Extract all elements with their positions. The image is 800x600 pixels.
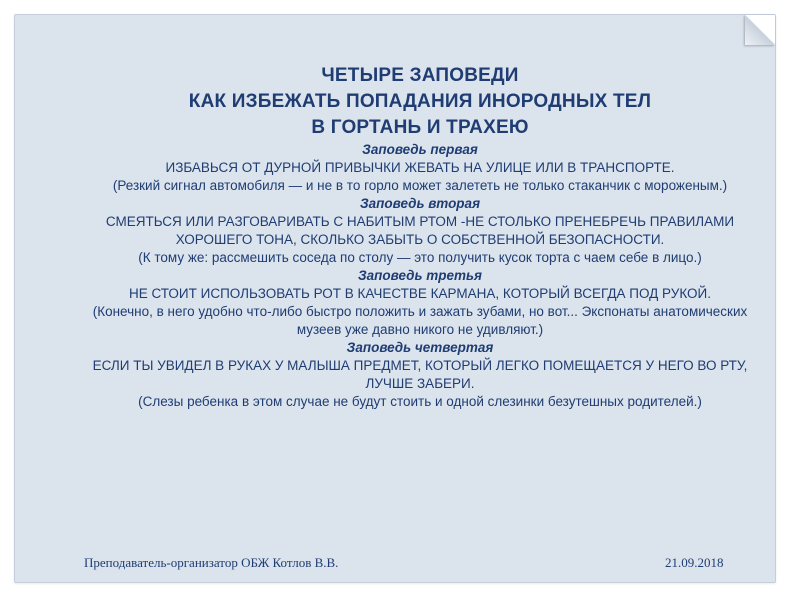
page-curl-fold — [745, 15, 775, 45]
commandment-1-note: (Резкий сигнал автомобиля — и не в то горло может залететь не только стаканчик с мороженым.) — [112, 178, 728, 193]
commandment-4-text: ЕСЛИ ТЫ УВИДЕЛ В РУКАХ У МАЛЫША ПРЕДМЕТ, КОТОРЫЙ ЛЕГКО ПОМЕЩАЕТСЯ У НЕГО ВО РТУ, ЛУЧШЕ ЗАБЕРИ. — [92, 358, 748, 391]
commandment-3-note: (Конечно, в него удобно что-либо быстро положить и зажать зубами, но вот... Экспонаты анатомических музеев уже давно никого не удивляют.) — [92, 304, 748, 337]
commandment-3-text: НЕ СТОИТ ИСПОЛЬЗОВАТЬ РОТ В КАЧЕСТВЕ КАРМАНА, КОТОРЫЙ ВСЕГДА ПОД РУКОЙ. — [128, 286, 712, 301]
footer-author: Преподаватель-организатор ОБЖ Котлов В.В. — [84, 555, 339, 570]
commandment-1-text: ИЗБАВЬСЯ ОТ ДУРНОЙ ПРИВЫЧКИ ЖЕВАТЬ НА УЛИЦЕ ИЛИ В ТРАНСПОРТЕ. — [165, 160, 675, 175]
commandment-3-heading: Заповедь третья — [357, 268, 482, 283]
commandment-1-heading: Заповедь первая — [362, 142, 478, 157]
commandment-2-heading: Заповедь вторая — [359, 196, 481, 211]
commandment-2-text: СМЕЯТЬСЯ ИЛИ РАЗГОВАРИВАТЬ С НАБИТЫМ РТОМ -НЕ СТОЛЬКО ПРЕНЕБРЕЧЬ ПРАВИЛАМИ ХОРОШЕГО ТОНА, СКОЛЬКО ЗАБЫТЬ О СОБСТВЕННОЙ БЕЗОПАСНОСТИ. — [105, 214, 735, 247]
commandment-4-heading: Заповедь четвертая — [346, 340, 494, 355]
title-line-1: ЧЕТЫРЕ ЗАПОВЕДИ — [321, 65, 519, 86]
title-line-2: КАК ИЗБЕЖАТЬ ПОПАДАНИЯ ИНОРОДНЫХ ТЕЛ — [188, 91, 652, 112]
commandment-2-note: (К тому же: рассмешить соседа по столу — это получить кусок торта с чаем себе в лицо.) — [138, 250, 702, 265]
slide-content — [70, 63, 770, 411]
commandment-4-note: (Слезы ребенка в этом случае не будут стоить и одной слезинки безутешных родителей.) — [138, 394, 702, 409]
title-line-3: В ГОРТАНЬ И ТРАХЕЮ — [311, 117, 529, 138]
footer-date: 21.09.2018 — [665, 555, 724, 570]
